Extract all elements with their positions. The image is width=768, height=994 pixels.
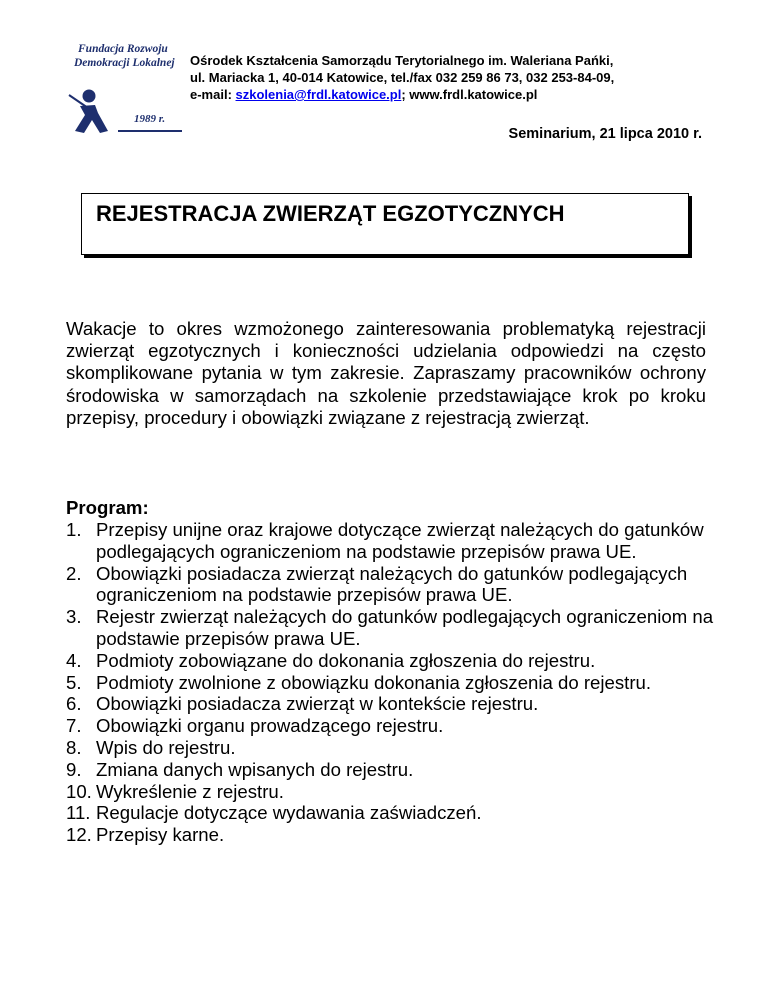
list-item-number: 4.: [66, 649, 82, 671]
title-box: [81, 193, 689, 255]
email-label: e-mail:: [190, 87, 236, 102]
list-item-number: 11.: [66, 802, 91, 824]
list-item-text: Zmiana danych wpisanych do rejestru.: [96, 758, 414, 780]
logo-year: 1989 r.: [134, 113, 166, 125]
list-item: [66, 606, 716, 650]
list-item-text: Regulacje dotyczące wydawania zaświadczeń.: [96, 802, 482, 824]
list-item: [66, 715, 716, 737]
list-item-text: Obowiązki organu prowadzącego rejestru.: [96, 715, 444, 737]
list-item-number: 6.: [66, 693, 82, 715]
list-item-number: 8.: [66, 736, 82, 758]
list-item: [66, 824, 716, 846]
list-item-text: Przepisy unijne oraz krajowe dotyczące zwierząt należących do gatunków podlegających ograniczeniom na podstawie przepisów prawa UE.: [96, 519, 704, 562]
list-item: [66, 519, 716, 563]
list-item: [66, 563, 716, 607]
list-item-text: Obowiązki posiadacza zwierząt należących do gatunków podlegających ograniczeniom na podstawie przepisów prawa UE.: [96, 562, 688, 606]
list-item-number: 10.: [66, 780, 92, 802]
seminar-date: Seminarium, 21 lipca 2010 r.: [508, 126, 702, 142]
organization-header: [190, 52, 614, 103]
logo-name-line1: Fundacja Rozwoju: [78, 43, 168, 55]
website-text: ; www.frdl.katowice.pl: [401, 87, 538, 102]
logo-name: [74, 42, 175, 70]
list-item-text: Rejestr zwierząt należących do gatunków podlegających ograniczeniom na podstawie przepisów prawa UE.: [96, 606, 714, 649]
list-item: [66, 781, 716, 803]
program-list: [66, 519, 716, 846]
list-item: [66, 802, 716, 824]
page-title: REJESTRACJA ZWIERZĄT EGZOTYCZNYCH: [96, 201, 565, 226]
list-item-number: 5.: [66, 671, 82, 693]
list-item-number: 1.: [66, 519, 82, 540]
list-item: [66, 650, 716, 672]
list-item-number: 9.: [66, 758, 82, 780]
intro-paragraph: Wakacje to okres wzmożonego zainteresowania problematyką rejestracji zwierząt egzotycznych i konieczności udzielania odpowiedzi na często skomplikowane pytania w tym zakresie. Zapraszamy pracowników ochrony środowiska w samorządach na szkolenie przedstawiające krok po kroku przepisy, procedury i obowiązki związane z rejestracją zwierząt.: [66, 318, 706, 428]
list-item-text: Wykreślenie z rejestru.: [96, 780, 284, 802]
list-item-text: Wpis do rejestru.: [96, 736, 236, 758]
organization-name: Ośrodek Kształcenia Samorządu Terytorialnego im. Waleriana Pańki,: [190, 53, 614, 68]
list-item: [66, 759, 716, 781]
list-item-number: 3.: [66, 606, 82, 628]
list-item-text: Obowiązki posiadacza zwierząt w kontekście rejestru.: [96, 693, 539, 715]
list-item: [66, 693, 716, 715]
list-item: [66, 672, 716, 694]
list-item-number: 2.: [66, 562, 82, 584]
logo-divider: [118, 130, 182, 132]
list-item-text: Podmioty zobowiązane do dokonania zgłoszenia do rejestru.: [96, 649, 596, 671]
list-item-text: Podmioty zwolnione z obowiązku dokonania zgłoszenia do rejestru.: [96, 671, 652, 693]
organization-contact: [190, 86, 614, 103]
program-heading: Program:: [66, 497, 149, 518]
foundation-logo: [68, 42, 184, 138]
organization-address: ul. Mariacka 1, 40-014 Katowice, tel./fax 032 259 86 73, 032 253-84-09,: [190, 70, 615, 85]
email-link[interactable]: szkolenia@frdl.katowice.pl: [235, 87, 402, 102]
list-item: [66, 737, 716, 759]
list-item-number: 7.: [66, 715, 82, 737]
figure-logo-icon: [68, 88, 114, 134]
logo-name-line2: Demokracji Lokalnej: [74, 57, 175, 69]
list-item-number: 12.: [66, 824, 92, 846]
list-item-text: Przepisy karne.: [96, 824, 225, 846]
